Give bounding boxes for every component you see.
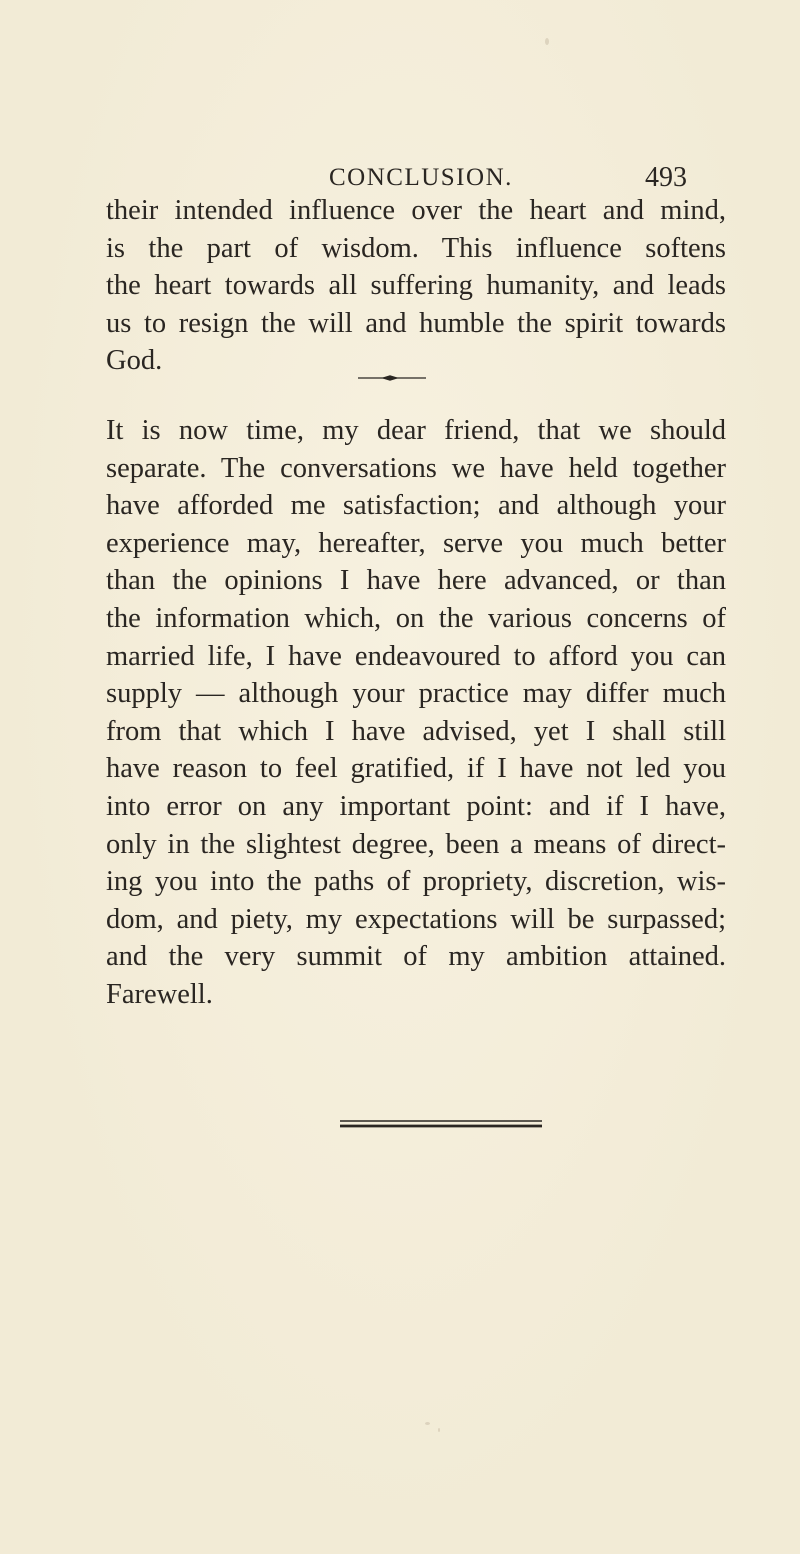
text-line: into error on any important point: and if I have, — [106, 790, 726, 822]
closing-paragraph — [106, 412, 726, 1014]
text-line: Farewell. — [106, 978, 213, 1010]
paper-speck — [438, 1428, 440, 1432]
paragraph-continued — [106, 192, 726, 380]
text-line: separate. The conversations we have held together — [106, 452, 726, 484]
text-line: have afforded me satisfaction; and although your — [106, 490, 726, 522]
paper-speck — [545, 38, 549, 45]
text-line: only in the slightest degree, been a means of direct- — [106, 828, 726, 860]
page-number: 493 — [645, 162, 687, 193]
text-line: from that which I have advised, yet I shall still — [106, 715, 726, 747]
text-line: than the opinions I have here advanced, or than — [106, 565, 726, 597]
double-rule-icon — [340, 1118, 542, 1130]
text-line: dom, and piety, my expectations will be surpassed; — [106, 903, 726, 935]
ornamental-rule-icon — [357, 373, 427, 383]
text-line: It is now time, my dear friend, that we should — [106, 415, 726, 446]
text-line: supply — although your practice may differ much — [106, 678, 726, 710]
text-line: their intended influence over the heart and mind, — [106, 195, 726, 226]
text-line: the information which, on the various concerns of — [106, 602, 726, 634]
running-title: CONCLUSION. — [329, 164, 513, 191]
text-line: ing you into the paths of propriety, discretion, wis- — [106, 866, 726, 898]
text-line: experience may, hereafter, serve you much better — [106, 527, 726, 559]
paper-speck — [425, 1422, 430, 1425]
text-line: married life, I have endeavoured to afford you can — [106, 640, 726, 672]
text-line: and the very summit of my ambition attained. — [106, 941, 726, 973]
text-line: God. — [106, 345, 163, 377]
text-line: have reason to feel gratified, if I have not led you — [106, 753, 726, 785]
text-line: the heart towards all suffering humanity, and leads — [106, 270, 726, 302]
text-line: us to resign the will and humble the spirit towards — [106, 307, 726, 339]
text-line: is the part of wisdom. This influence softens — [106, 232, 726, 264]
